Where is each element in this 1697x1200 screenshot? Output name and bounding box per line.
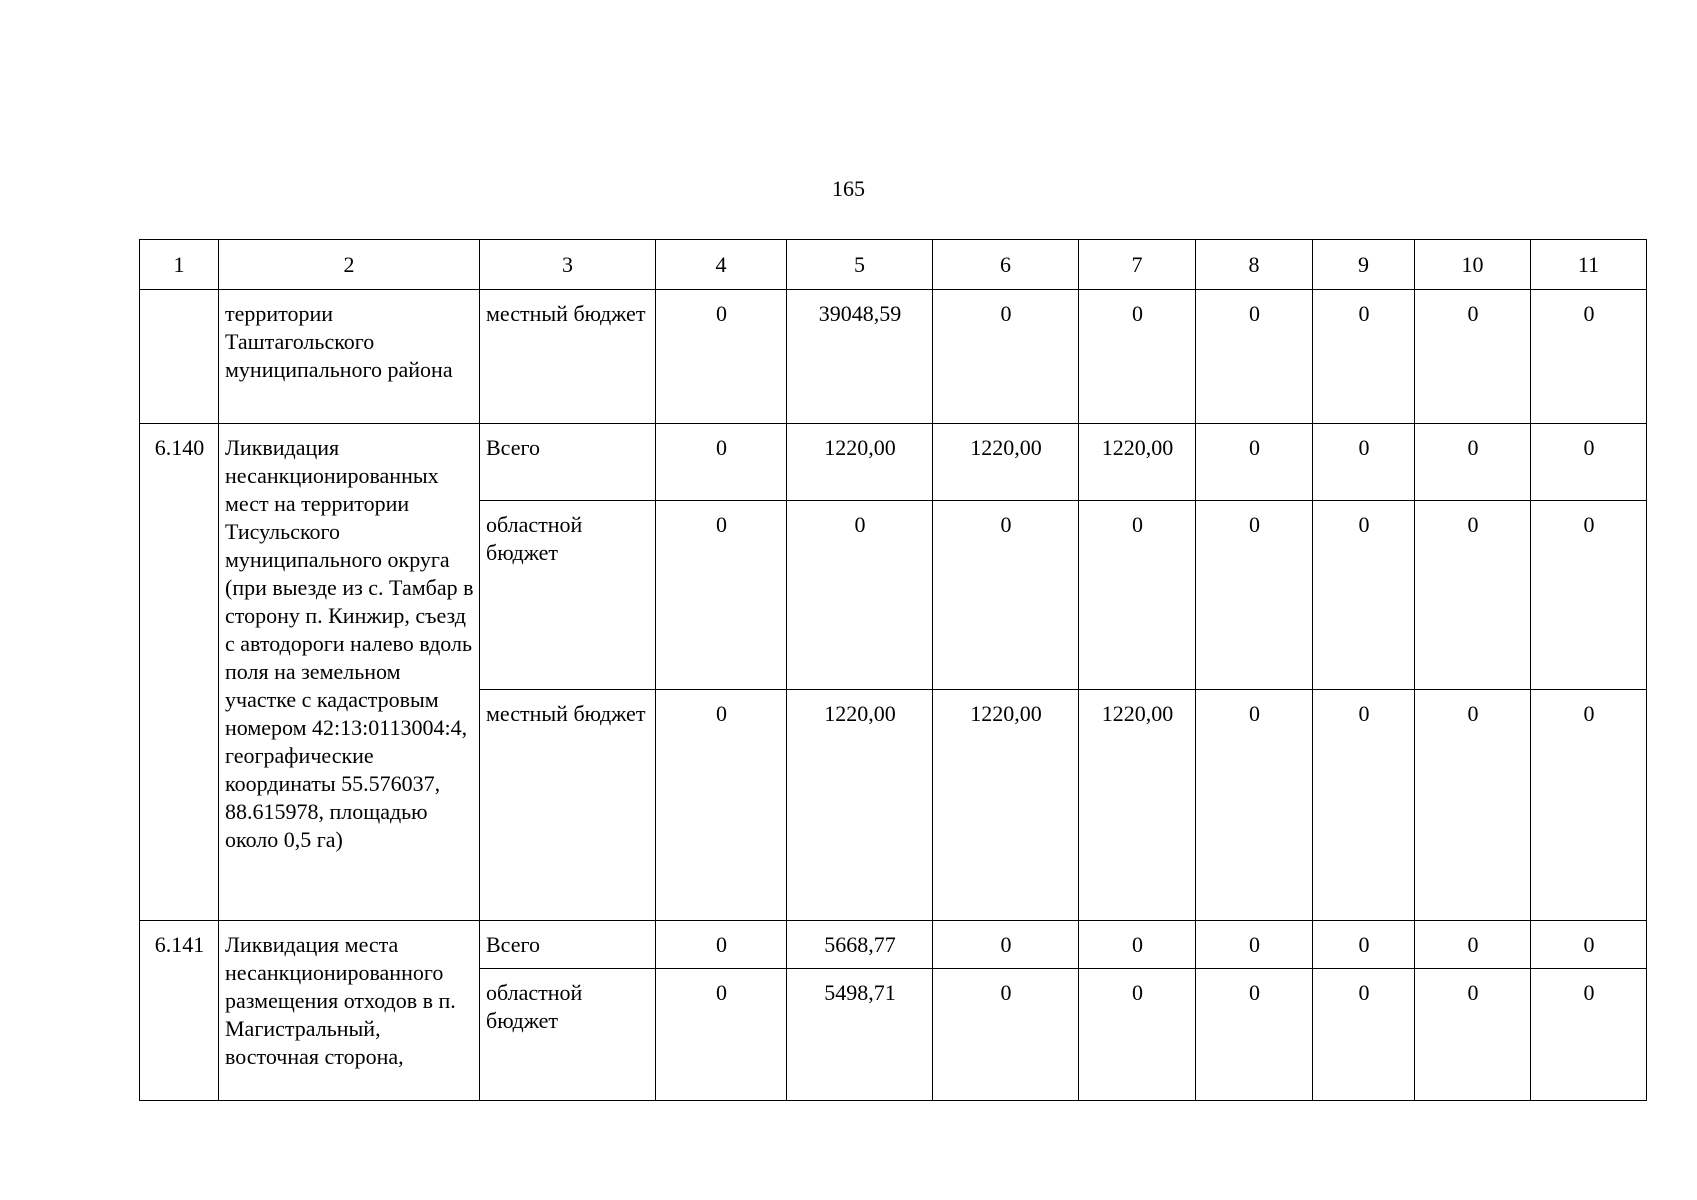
value-cell: 0: [933, 969, 1079, 1101]
value-cell: 0: [1079, 969, 1196, 1101]
header-cell: 11: [1531, 240, 1647, 290]
value-cell: 0: [1079, 290, 1196, 424]
header-cell: 2: [219, 240, 480, 290]
value-cell: 0: [1313, 690, 1415, 921]
header-cell: 8: [1196, 240, 1313, 290]
header-cell: 7: [1079, 240, 1196, 290]
value-cell: 1220,00: [1079, 690, 1196, 921]
value-cell: 0: [1196, 921, 1313, 969]
value-cell: 0: [933, 921, 1079, 969]
value-cell: 39048,59: [787, 290, 933, 424]
value-cell: 0: [787, 501, 933, 690]
value-cell: 0: [1313, 921, 1415, 969]
value-cell: 1220,00: [933, 424, 1079, 501]
funding-source-cell: областной бюджет: [480, 501, 656, 690]
value-cell: 1220,00: [787, 690, 933, 921]
item-id-cell: 6.141: [140, 921, 219, 1101]
funding-source-cell: Всего: [480, 424, 656, 501]
value-cell: 0: [1196, 424, 1313, 501]
header-cell: 4: [656, 240, 787, 290]
value-cell: 0: [1313, 969, 1415, 1101]
table-row: [140, 424, 1647, 501]
funding-source-cell: областной бюджет: [480, 969, 656, 1101]
header-cell: 9: [1313, 240, 1415, 290]
value-cell: 1220,00: [933, 690, 1079, 921]
value-cell: 0: [1531, 501, 1647, 690]
item-name-cell: территории Таштагольского муниципального района: [219, 290, 480, 424]
item-id-cell: [140, 290, 219, 424]
header-cell: 3: [480, 240, 656, 290]
value-cell: 0: [1196, 290, 1313, 424]
funding-source-cell: Всего: [480, 921, 656, 969]
value-cell: 0: [1415, 969, 1531, 1101]
value-cell: 0: [656, 690, 787, 921]
value-cell: 1220,00: [787, 424, 933, 501]
value-cell: 0: [656, 921, 787, 969]
value-cell: 0: [1531, 921, 1647, 969]
value-cell: 0: [1531, 969, 1647, 1101]
header-row: [140, 240, 1647, 290]
table-row: [140, 290, 1647, 424]
value-cell: 0: [1531, 424, 1647, 501]
funding-source-cell: местный бюджет: [480, 690, 656, 921]
value-cell: 0: [1415, 290, 1531, 424]
header-cell: 10: [1415, 240, 1531, 290]
funding-source-cell: местный бюджет: [480, 290, 656, 424]
value-cell: 0: [656, 501, 787, 690]
value-cell: 0: [1313, 424, 1415, 501]
value-cell: 0: [1079, 501, 1196, 690]
value-cell: 0: [1196, 501, 1313, 690]
header-cell: 1: [140, 240, 219, 290]
table-row: [140, 921, 1647, 969]
value-cell: 0: [1079, 921, 1196, 969]
value-cell: 0: [1415, 424, 1531, 501]
value-cell: 5498,71: [787, 969, 933, 1101]
value-cell: 0: [656, 290, 787, 424]
value-cell: 0: [1313, 290, 1415, 424]
value-cell: 0: [1196, 690, 1313, 921]
budget-table: [139, 239, 1647, 1101]
value-cell: 0: [1415, 921, 1531, 969]
value-cell: 0: [656, 424, 787, 501]
header-cell: 6: [933, 240, 1079, 290]
value-cell: 1220,00: [1079, 424, 1196, 501]
value-cell: 5668,77: [787, 921, 933, 969]
item-name-cell: Ликвидация места несанкционированного размещения отходов в п. Магистральный, восточная сторона,: [219, 921, 480, 1101]
item-id-cell: 6.140: [140, 424, 219, 921]
value-cell: 0: [1415, 501, 1531, 690]
value-cell: 0: [1313, 501, 1415, 690]
page-number: 165: [832, 176, 865, 201]
value-cell: 0: [933, 290, 1079, 424]
value-cell: 0: [933, 501, 1079, 690]
item-name-cell: Ликвидация несанкционированных мест на территории Тисульского муниципального округа (при выезде из с. Тамбар в сторону п. Кинжир, съезд с автодороги налево вдоль поля на земельном участке с кадастровым номером 42:13:0113004:4, географические координаты 55.576037, 88.615978, площадью около 0,5 га): [219, 424, 480, 921]
value-cell: 0: [1531, 690, 1647, 921]
value-cell: 0: [1415, 690, 1531, 921]
value-cell: 0: [1196, 969, 1313, 1101]
value-cell: 0: [656, 969, 787, 1101]
header-cell: 5: [787, 240, 933, 290]
value-cell: 0: [1531, 290, 1647, 424]
